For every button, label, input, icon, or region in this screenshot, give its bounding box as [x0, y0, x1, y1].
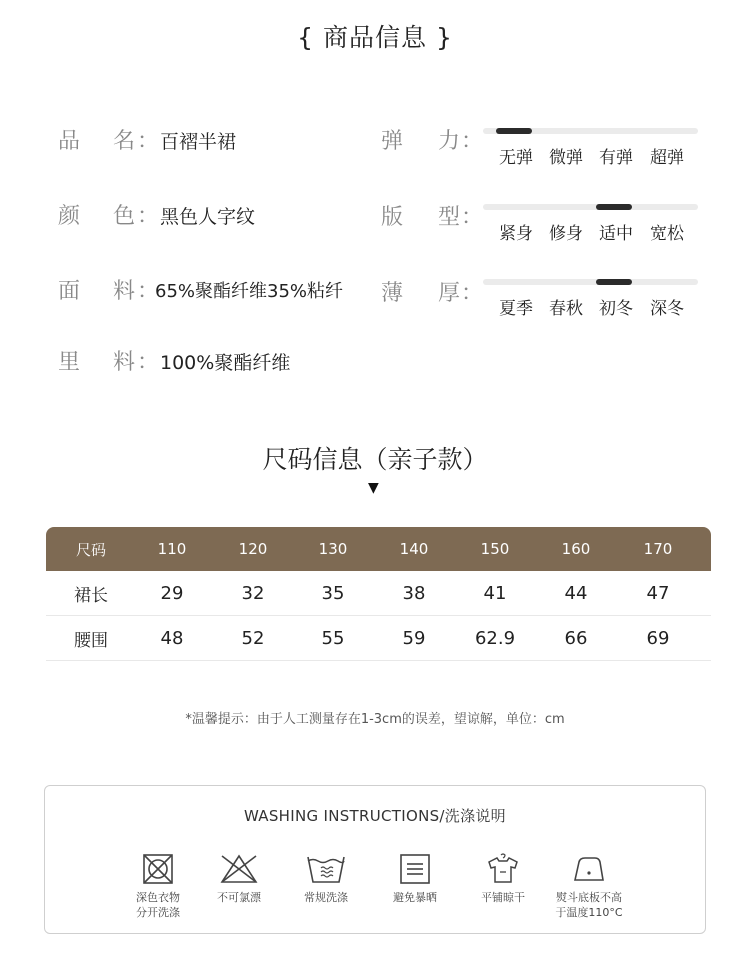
label-char: 颜	[58, 204, 81, 229]
wash-tub-icon	[305, 852, 347, 886]
table-row	[46, 571, 711, 616]
wash-item	[375, 852, 455, 905]
table-cell: 55	[321, 627, 345, 649]
product-fabric-value: 65%聚酯纤维35%粘纤	[155, 281, 344, 302]
washing-instructions-panel	[44, 785, 706, 934]
label-char: 型	[438, 205, 461, 230]
table-cell: 38	[402, 582, 426, 604]
iron-icon	[571, 852, 607, 886]
table-cell: 44	[564, 582, 588, 604]
thickness-option: 夏季	[499, 299, 533, 319]
label-char: 名	[113, 129, 136, 154]
fit-option: 宽松	[650, 224, 684, 244]
table-cell: 48	[160, 627, 184, 649]
elasticity-option: 超弹	[650, 148, 684, 168]
label-char: 面	[58, 279, 81, 304]
table-cell: 52	[241, 627, 265, 649]
info-row-lining	[0, 345, 750, 385]
table-cell: 41	[483, 582, 507, 604]
colon: ：	[461, 281, 484, 306]
label-char: 色	[113, 204, 136, 229]
wash-label: 熨斗底板不高	[556, 891, 622, 904]
wash-item	[286, 852, 366, 905]
elasticity-scale-track	[483, 128, 698, 134]
thickness-scale-marker	[596, 279, 632, 285]
wash-label: 不可氯漂	[217, 891, 261, 904]
header-cell: 尺码	[75, 540, 106, 559]
header-cell: 110	[157, 540, 187, 558]
down-arrow-icon: ▼	[368, 480, 379, 496]
row-label: 裙长	[74, 585, 108, 606]
product-lining-value: 100%聚酯纤维	[160, 352, 291, 374]
wash-label: 深色衣物	[136, 891, 180, 904]
wash-label: 常规洗涤	[304, 891, 348, 904]
size-table-header	[46, 527, 711, 571]
label-char: 薄	[381, 281, 404, 306]
elasticity-option: 微弹	[549, 148, 583, 168]
table-cell: 66	[564, 627, 588, 649]
elasticity-option: 有弹	[599, 148, 633, 168]
fit-scale-marker	[596, 204, 632, 210]
label-char: 弹	[381, 129, 404, 154]
row-label: 腰围	[74, 630, 108, 651]
wash-label: 分开洗涤	[136, 906, 180, 919]
table-cell: 59	[402, 627, 426, 649]
table-cell: 29	[160, 582, 184, 604]
header-cell: 120	[238, 540, 268, 558]
label-char: 厚	[438, 281, 461, 306]
label-char: 料	[113, 279, 136, 304]
scale-row-thickness	[0, 276, 750, 319]
product-color-value: 黑色人字纹	[160, 206, 256, 228]
measurement-note: *温馨提示：由于人工测量存在1-3cm的误差，望谅解，单位：cm	[185, 712, 565, 727]
thickness-scale-track	[483, 279, 698, 285]
section-title-size-info: 尺码信息（亲子款）	[262, 445, 488, 474]
table-cell: 47	[646, 582, 670, 604]
table-row	[46, 616, 711, 661]
no-tumble-dry-icon	[141, 852, 175, 886]
thickness-option: 春秋	[549, 299, 583, 319]
wash-label: 避免暴晒	[393, 891, 437, 904]
wash-item	[549, 852, 629, 920]
colon: ：	[461, 129, 484, 154]
label-char: 品	[58, 129, 81, 154]
product-name-value: 百褶半裙	[160, 131, 237, 153]
colon: ：	[137, 279, 160, 304]
wash-label: 平铺晾干	[481, 891, 525, 904]
elasticity-scale-marker	[496, 128, 532, 134]
table-cell: 32	[241, 582, 265, 604]
header-cell: 130	[318, 540, 348, 558]
size-table	[46, 527, 711, 661]
fit-scale-track	[483, 204, 698, 210]
fit-option: 修身	[549, 224, 583, 244]
thickness-option: 初冬	[599, 299, 633, 319]
section-title-product-info: { 商品信息 }	[297, 23, 453, 52]
fit-option: 适中	[599, 224, 633, 244]
flat-dry-icon	[483, 852, 523, 886]
wash-item	[199, 852, 279, 905]
wash-label: 于温度110°C	[555, 906, 623, 919]
table-cell: 62.9	[474, 627, 516, 649]
colon: ：	[137, 350, 160, 375]
header-cell: 160	[561, 540, 591, 558]
header-cell: 170	[643, 540, 673, 558]
colon: ：	[461, 205, 484, 230]
header-cell: 140	[399, 540, 429, 558]
colon: ：	[137, 204, 160, 229]
label-char: 版	[381, 205, 404, 230]
thickness-option: 深冬	[650, 299, 684, 319]
table-cell: 69	[646, 627, 670, 649]
table-cell: 35	[321, 582, 345, 604]
elasticity-option: 无弹	[499, 148, 533, 168]
washing-title: WASHING INSTRUCTIONS/洗涤说明	[243, 807, 506, 825]
colon: ：	[137, 129, 160, 154]
label-char: 里	[58, 350, 81, 375]
scale-row-elasticity	[0, 124, 750, 168]
fit-option: 紧身	[499, 224, 533, 244]
label-char: 力	[438, 129, 461, 154]
wash-item	[118, 852, 198, 920]
wash-item	[463, 852, 543, 905]
header-cell: 150	[480, 540, 510, 558]
scale-row-fit	[0, 200, 750, 244]
shade-dry-icon	[398, 852, 432, 886]
label-char: 料	[113, 350, 136, 375]
no-bleach-icon	[219, 852, 259, 886]
